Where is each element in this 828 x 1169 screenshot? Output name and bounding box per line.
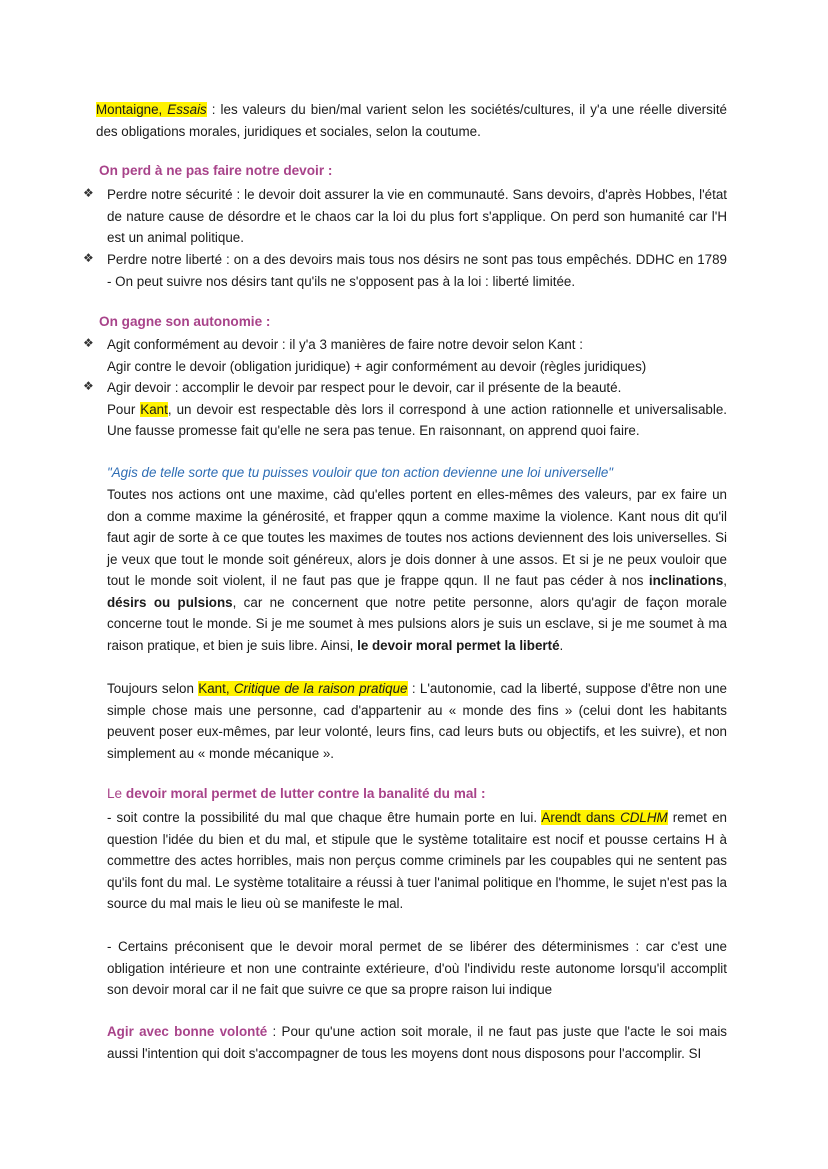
paragraph-determinismes: - Certains préconisent que le devoir moral permet de se libérer des déterminismes : car c'est une obligation intérieure et non une contrainte extérieure, d'où l'individu reste autonome lorsqu'il accomplit son devoir moral car il ne fait que suivre ce que sa propre raison lui indique <box>107 939 727 997</box>
paragraph-critique: Toujours selon Kant, Critique de la raison pratique : L'autonomie, cad la liberté, suppose d'être non une simple chose mais une personne, cad d'appartenir au « monde des fins » (celui dont les habitants peuvent poser eux-mêmes, par leur volonté, leurs fins, cad leurs buts ou objectifs, et les suivre), et non simplement au « monde mécanique ». <box>107 681 727 761</box>
paragraph-maxime: Toutes nos actions ont une maxime, càd qu'elles portent en elles-mêmes des valeurs, par ex faire un don a comme maxime la générosité, et frapper qqun a comme maxime la violence. Kant nous dit qu'il faut agir de sorte à ce que toutes les maximes de toutes nos actions deviennent des lois universelles. Si je veux que tout le monde soit généreux, alors je dois donner à une assos. Et si je ne peux vouloir que tout le monde soit violent, il ne faut pas que je frappe qqun. Il ne faut pas céder à nos inclinations, désirs ou pulsions, car ne concernent que notre petite personne, alors qu'agir de façon morale concerne tout le monde. Si je me soumet à mes pulsions alors je suis un esclave, si je me soumet à ma raison pratique, et bien je suis libre. Ainsi, le devoir moral permet la liberté. <box>107 487 727 653</box>
heading-banalite: Le devoir moral permet de lutter contre la banalité du mal : <box>107 786 486 801</box>
kant-quote: "Agis de telle sorte que tu puisses vouloir que ton action devienne une loi universelle" <box>107 465 614 480</box>
bullet-conformement: Agit conformément au devoir : il y'a 3 manières de faire notre devoir selon Kant : Agir contre le devoir (obligation juridique) + agir conformément au devoir (règles juridiques) <box>107 337 647 374</box>
heading-on-perd: On perd à ne pas faire notre devoir : <box>99 163 333 178</box>
bullet-icon: ❖ <box>83 251 94 265</box>
paragraph-arendt: - soit contre la possibilité du mal que chaque être humain porte en lui. Arendt dans CDLHM remet en question l'idée du bien et du mal, et stipule que le système totalitaire est nocif et pousse certains H à commettre des actes horribles, mais non perçus comme criminels par les coupables qui ne sentent pas qu'ils font du mal. Le système totalitaire a réussi à tuer l'animal politique en l'homme, le sujet n'est pas la source du mal mais le lieu où se manifeste le mal. <box>107 810 727 911</box>
bullet-icon: ❖ <box>83 336 94 350</box>
bullet-liberte: Perdre notre liberté : on a des devoirs mais tous nos désirs ne sont pas tous empêchés. DDHC en 1789 - On peut suivre nos désirs tant qu'ils ne s'opposent pas à la loi : liberté limitée. <box>107 252 727 289</box>
highlight-kant-critique: Kant, Critique de la raison pratique <box>198 681 408 696</box>
highlight-arendt: Arendt dans CDLHM <box>541 810 668 825</box>
bullet-icon: ❖ <box>83 379 94 393</box>
bullet-agir-devoir: Agir devoir : accomplir le devoir par respect pour le devoir, car il présente de la beauté. Pour Kant, un devoir est respectable dès lors il correspond à une action rationnelle et universalisable. Une fausse promesse fait qu'elle ne sera pas tenue. En raisonnant, on apprend quoi faire. <box>107 380 727 438</box>
highlight-montaigne: Montaigne, Essais <box>96 102 207 117</box>
bullet-securite: Perdre notre sécurité : le devoir doit assurer la vie en communauté. Sans devoirs, d'après Hobbes, l'état de nature cause de désordre et le chaos car la loi du plus fort s'applique. On perd son humanité car l'H est un animal politique. <box>107 187 727 245</box>
paragraph-montaigne: Montaigne, Essais : les valeurs du bien/mal varient selon les sociétés/cultures, il y'a une réelle diversité des obligations morales, juridiques et sociales, selon la coutume. <box>96 102 727 139</box>
heading-autonomie: On gagne son autonomie : <box>99 314 271 329</box>
paragraph-bonne-volonte: Agir avec bonne volonté : Pour qu'une action soit morale, il ne faut pas juste que l'acte le soi mais aussi l'intention qui doit s'accompagner de tous les moyens dont nous disposons pour l'accomplir. SI <box>107 1024 727 1061</box>
highlight-kant: Kant <box>140 401 168 417</box>
bullet-icon: ❖ <box>83 186 94 200</box>
